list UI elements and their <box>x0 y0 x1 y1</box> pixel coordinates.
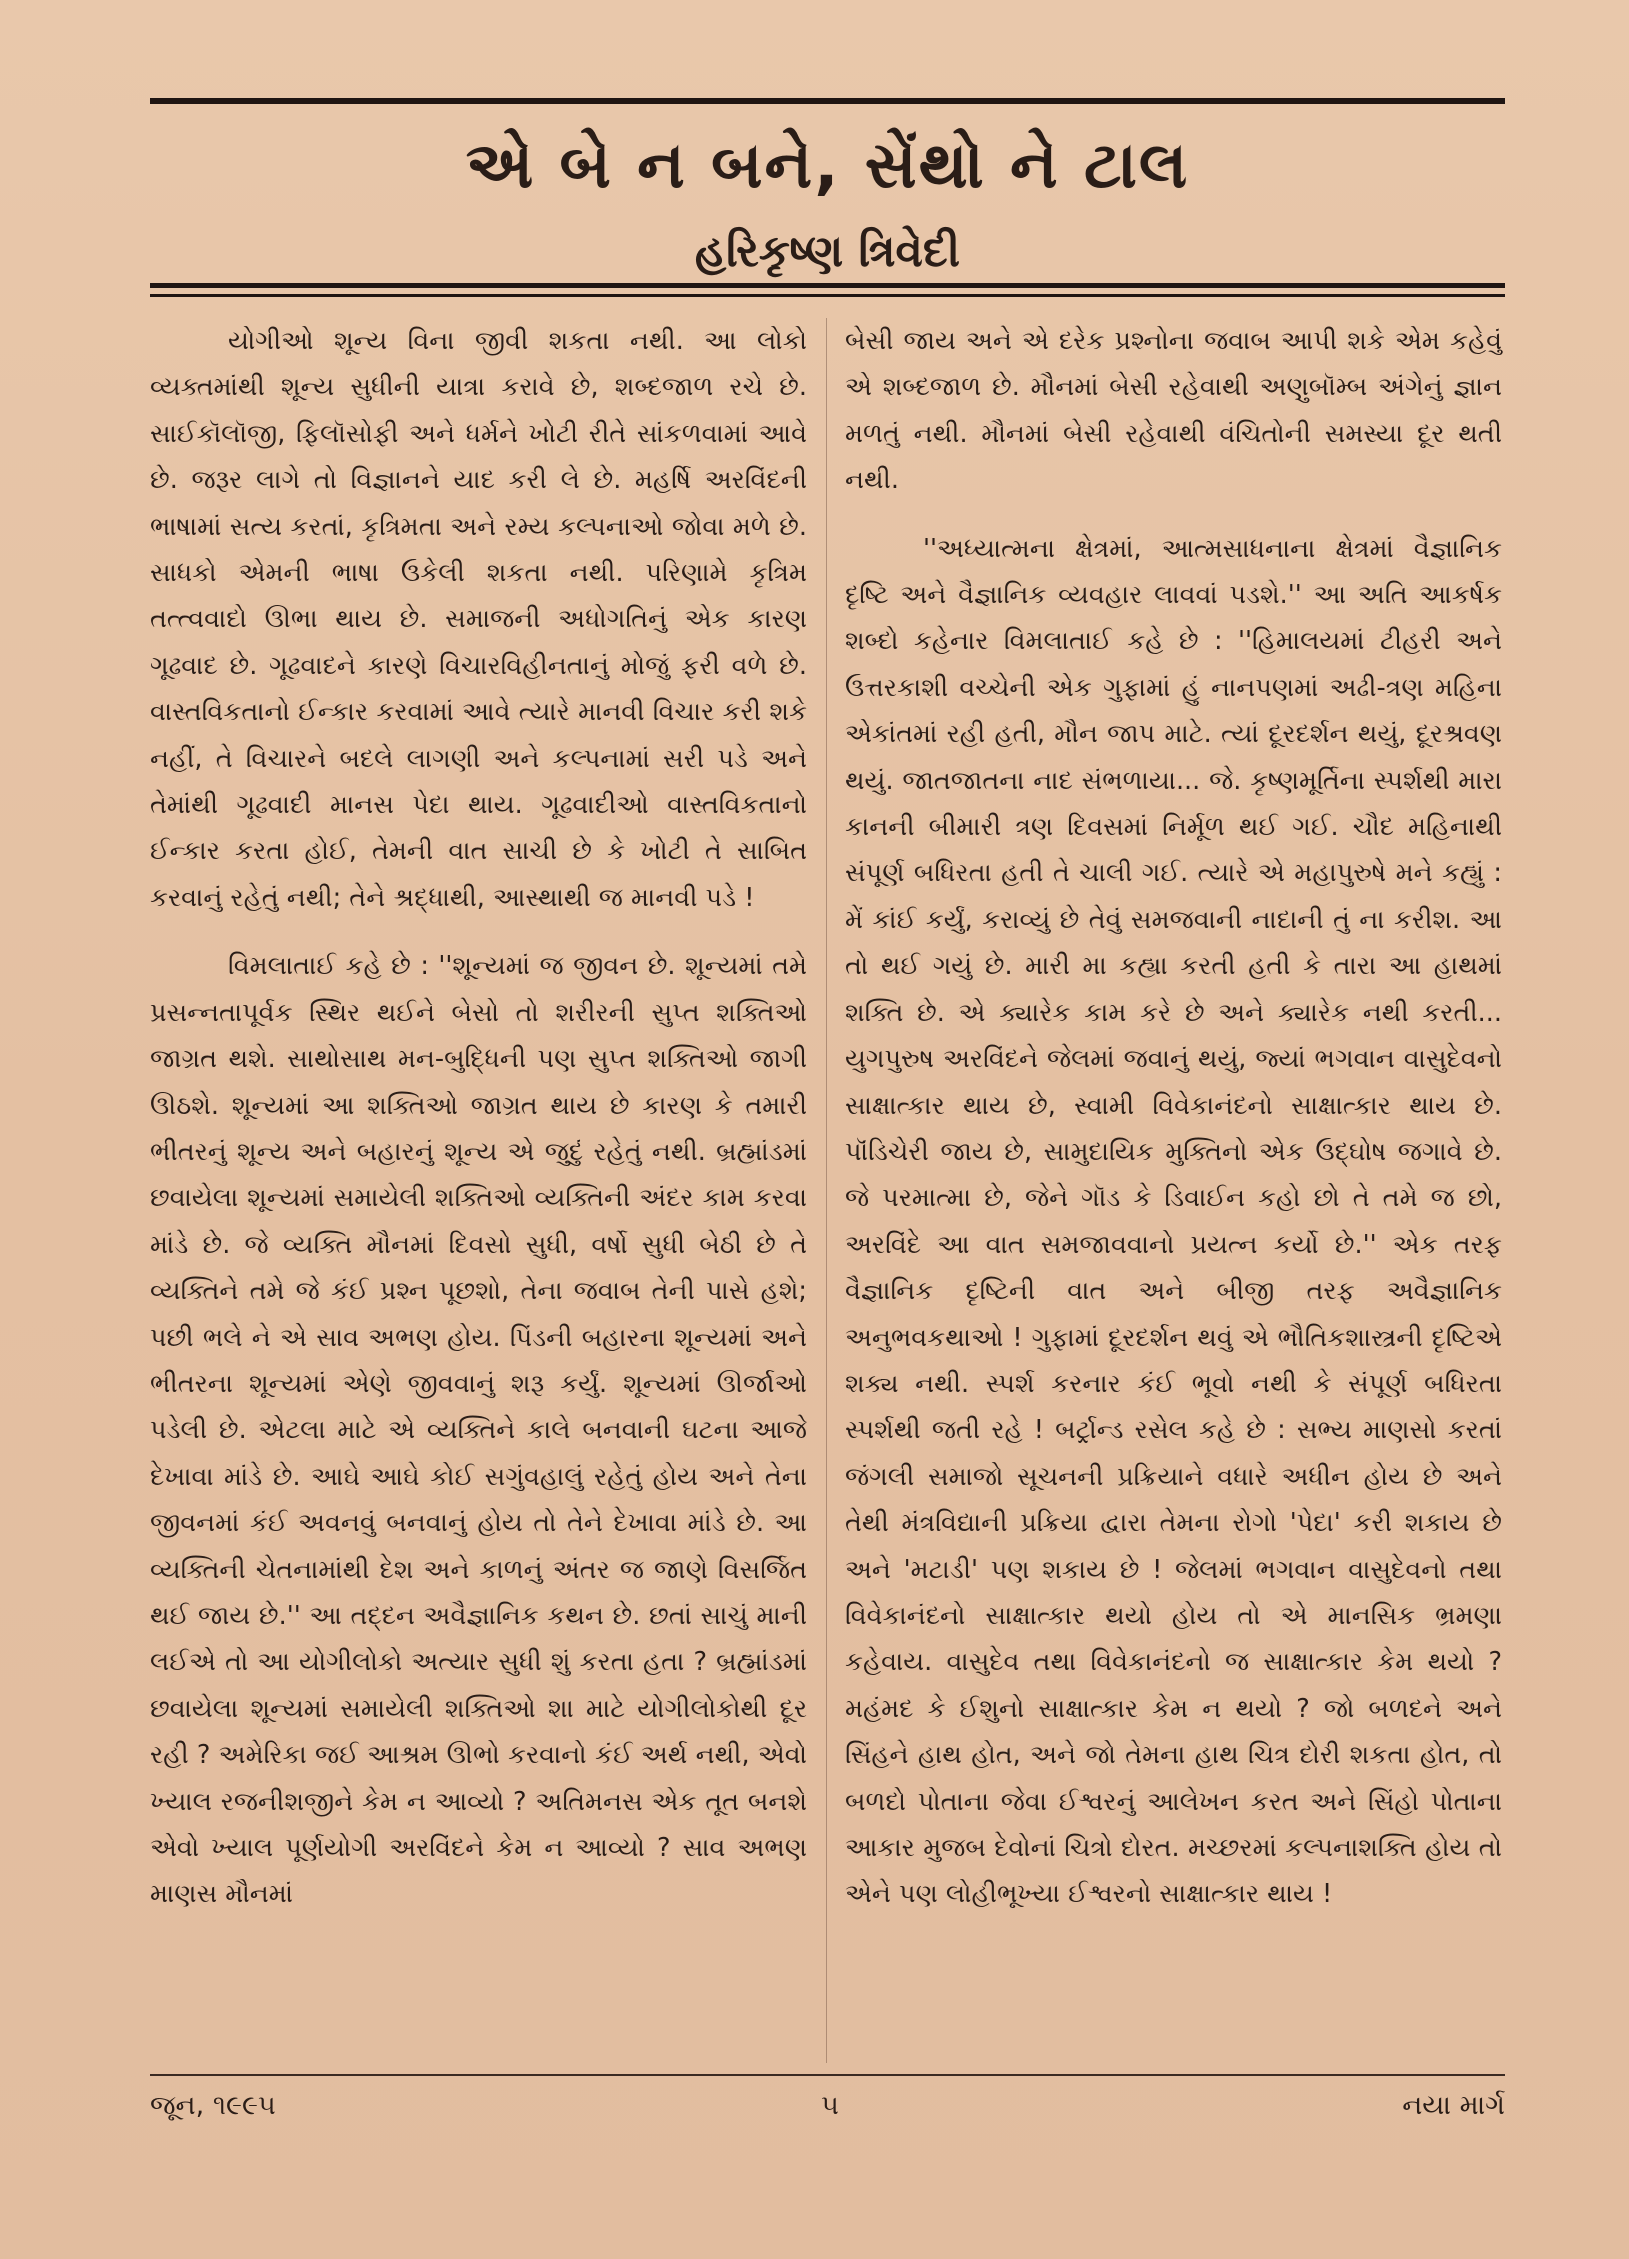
magazine-name: નયા માર્ગ <box>1402 2090 1505 2121</box>
title-rule-thin <box>150 294 1505 297</box>
title-rule-thick <box>150 283 1505 288</box>
page-number: ૫ <box>821 2090 839 2121</box>
article-title: એ બે ન બને, સેંથો ને ટાલ <box>465 129 1190 203</box>
top-rule <box>150 98 1505 104</box>
paragraph: વિમલાતાઈ કહે છે : ''શૂન્યમાં જ જીવન છે. શૂન્યમાં તમે પ્રસન્નતાપૂર્વક સ્થિર થઈને બેસો તો શરીરની સુપ્ત શક્તિઓ જાગ્રત થશે. સાથોસાથ મન-બુદ્ધિની પણ સુપ્ત શક્તિઓ જાગી ઊઠશે. શૂન્યમાં આ શક્તિઓ જાગ્રત થાય છે કારણ કે તમારી ભીતરનું શૂન્ય અને બહારનું શૂન્ય એ જુદું રહેતું નથી. બ્રહ્માંડમાં છવાયેલા શૂન્યમાં સમાયેલી શક્તિઓ વ્યક્તિની અંદર કામ કરવા માંડે છે. જે વ્યક્તિ મૌનમાં દિવસો સુધી, વર્ષો સુધી બેઠી છે તે વ્યક્તિને તમે જે કંઈ પ્રશ્ન પૂછશો, તેના જવાબ તેની પાસે હશે; પછી ભલે ને એ સાવ અભણ હોય. પિંડની બહારના શૂન્યમાં અને ભીતરના શૂન્યમાં એણે જીવવાનું શરૂ કર્યું. શૂન્યમાં ઊર્જાઓ પડેલી છે. એટલા માટે એ વ્યક્તિને કાલે બનવાની ઘટના આજે દેખાવા માંડે છે. આઘે આઘે કોઈ સગુંવહાલું રહેતું હોય અને તેના જીવનમાં કંઈ અવનવું બનવાનું હોય તો તેને દેખાવા માંડે છે. આ વ્યક્તિની ચેતનામાંથી દેશ અને કાળનું અંતર જ જાણે વિસર્જિત થઈ જાય છે.'' આ તદ્દન અવૈજ્ઞાનિક કથન છે. છતાં સાચું માની લઈએ તો આ યોગીલોકો અત્યાર સુધી શું કરતા હતા ? બ્રહ્માંડમાં છવાયેલા શૂન્યમાં સમાયેલી શક્તિઓ શા માટે યોગીલોકોથી દૂર રહી ? અમેરિકા જઈ આશ્રમ ઊભો કરવાનો કંઈ અર્થ નથી, એવો ખ્યાલ રજનીશજીને કેમ ન આવ્યો ? અતિમનસ એક તૂત બનશે એવો ખ્યાલ પૂર્ણયોગી અરવિંદને કેમ ન આવ્યો ? સાવ અભણ માણસ મૌનમાં <box>150 951 807 1910</box>
article-author: હરિકૃષ્ણ ત્રિવેદી <box>694 226 961 277</box>
paragraph: યોગીઓ શૂન્ય વિના જીવી શકતા નથી. આ લોકો વ્યક્તમાંથી શૂન્ય સુધીની યાત્રા કરાવે છે, શબ્દજાળ રચે છે. સાઈકૉલૉજી, ફિલૉસોફી અને ધર્મને ખોટી રીતે સાંકળવામાં આવે છે. જરૂર લાગે તો વિજ્ઞાનને યાદ કરી લે છે. મહર્ષિ અરવિંદની ભાષામાં સત્ય કરતાં, કૃત્રિમતા અને રમ્ય કલ્પનાઓ જોવા મળે છે. સાધકો એમની ભાષા ઉકેલી શકતા નથી. પરિણામે કૃત્રિમ તત્ત્વવાદો ઊભા થાય છે. સમાજની અધોગતિનું એક કારણ ગૂઢવાદ છે. ગૂઢવાદને કારણે વિચારવિહીનતાનું મોજું ફરી વળે છે. વાસ્તવિકતાનો ઈન્કાર કરવામાં આવે ત્યારે માનવી વિચાર કરી શકે નહીં, તે વિચારને બદલે લાગણી અને કલ્પનામાં સરી પડે અને તેમાંથી ગૂઢવાદી માનસ પેદા થાય. ગૂઢવાદીઓ વાસ્તવિકતાનો ઈન્કાર કરતા હોઈ, તેમની વાત સાચી છે કે ખોટી તે સાબિત કરવાનું રહેતું નથી; તેને શ્રદ્ધાથી, આસ્થાથી જ માનવી પડે ! <box>150 326 807 913</box>
column-divider <box>826 318 827 2063</box>
paragraph: ''અધ્યાત્મના ક્ષેત્રમાં, આત્મસાધનાના ક્ષેત્રમાં વૈજ્ઞાનિક દૃષ્ટિ અને વૈજ્ઞાનિક વ્યવહાર લાવવાં પડશે.'' આ અતિ આકર્ષક શબ્દો કહેનાર વિમલાતાઈ કહે છે : ''હિમાલયમાં ટીહરી અને ઉત્તરકાશી વચ્ચેની એક ગુફામાં હું નાનપણમાં અઢી-ત્રણ મહિના એકાંતમાં રહી હતી, મૌન જાપ માટે. ત્યાં દૂરદર્શન થયું, દૂરશ્રવણ થયું. જાતજાતના નાદ સંભળાયા... જે. કૃષ્ણમૂર્તિના સ્પર્શથી મારા કાનની બીમારી ત્રણ દિવસમાં નિર્મૂળ થઈ ગઈ. ચૌદ મહિનાથી સંપૂર્ણ બધિરતા હતી તે ચાલી ગઈ. ત્યારે એ મહાપુરુષે મને કહ્યું : મેં કાંઈ કર્યું, કરાવ્યું છે તેવું સમજવાની નાદાની તું ના કરીશ. આ તો થઈ ગયું છે. મારી મા કહ્યા કરતી હતી કે તારા આ હાથમાં શક્તિ છે. એ ક્યારેક કામ કરે છે અને ક્યારેક નથી કરતી... યુગપુરુષ અરવિંદને જેલમાં જવાનું થયું, જ્યાં ભગવાન વાસુદેવનો સાક્ષાત્કાર થાય છે, સ્વામી વિવેકાનંદનો સાક્ષાત્કાર થાય છે. પૉંડિચેરી જાય છે, સામુદાયિક મુક્તિનો એક ઉદ્‌ઘોષ જગાવે છે. જે પરમાત્મા છે, જેને ગૉડ કે ડિવાઈન કહો છો તે તમે જ છો, અરવિંદે આ વાત સમજાવવાનો પ્રયત્ન કર્યો છે.'' એક તરફ વૈજ્ઞાનિક દૃષ્ટિની વાત અને બીજી તરફ અવૈજ્ઞાનિક અનુભવકથાઓ ! ગુફામાં દૂરદર્શન થવું એ ભૌતિકશાસ્ત્રની દૃષ્ટિએ શક્ય નથી. સ્પર્શ કરનાર કંઈ ભૂવો નથી કે સંપૂર્ણ બધિરતા સ્પર્શથી જતી રહે ! બર્ટ્રાન્ડ રસેલ કહે છે : સભ્ય માણસો કરતાં જંગલી સમાજો સૂચનની પ્રક્રિયાને વધારે અધીન હોય છે અને તેથી મંત્રવિદ્યાની પ્રક્રિયા દ્વારા તેમના રોગો 'પેદા' કરી શકાય છે અને 'મટાડી' પણ શકાય છે ! જેલમાં ભગવાન વાસુદેવનો તથા વિવેકાનંદનો સાક્ષાત્કાર થયો હોય તો એ માનસિક ભ્રમણા કહેવાય. વાસુદેવ તથા વિવેકાનંદનો જ સાક્ષાત્કાર કેમ થયો ? મહંમદ કે ઈશુનો સાક્ષાત્કાર કેમ ન થયો ? જો બળદને અને સિંહને હાથ હોત, અને જો તેમના હાથ ચિત્ર દોરી શકતા હોત, તો બળદો પોતાના જેવા ઈશ્વરનું આલેખન કરત અને સિંહો પોતાના આકાર મુજબ દેવોનાં ચિત્રો દોરત. મચ્છરમાં કલ્પનાશક્તિ હોય તો એને પણ લોહીભૂખ્યા ઈશ્વરનો સાક્ષાત્કાર થાય ! <box>845 533 1502 1910</box>
footer-rule <box>150 2074 1505 2076</box>
paragraph: બેસી જાય અને એ દરેક પ્રશ્નોના જવાબ આપી શકે એમ કહેવું એ શબ્દજાળ છે. મૌનમાં બેસી રહેવાથી અણુબૉમ્બ અંગેનું જ્ઞાન મળતું નથી. મૌનમાં બેસી રહેવાથી વંચિતોની સમસ્યા દૂર થતી નથી. <box>845 326 1502 496</box>
right-column <box>845 318 1502 1918</box>
footer-date: જૂન, ૧૯૯૫ <box>150 2090 276 2121</box>
left-column <box>150 318 807 1918</box>
